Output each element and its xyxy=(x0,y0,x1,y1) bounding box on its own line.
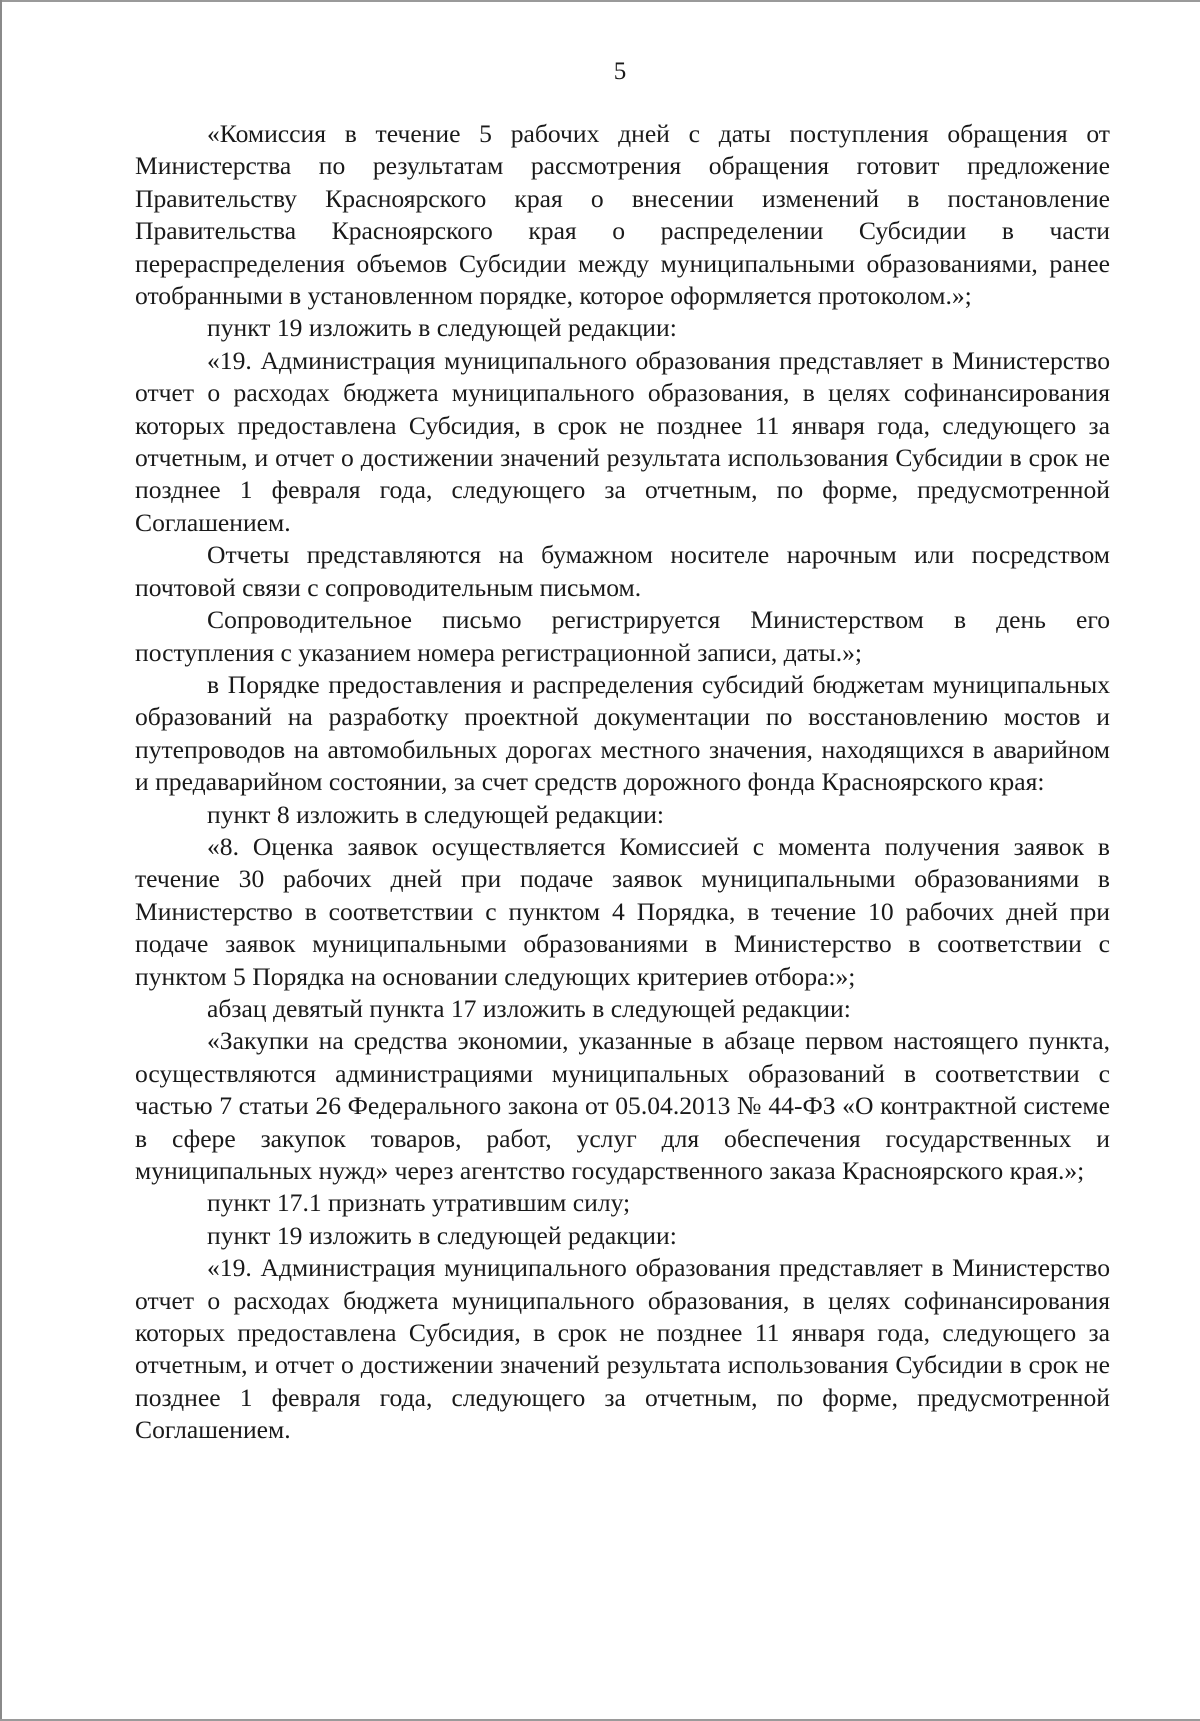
paragraph-point-19-report-2: «19. Администрация муниципального образования представляет в Министерство отчет о расходах бюджета муниципального образования, в целях софинансирования которых предоставлена Субсидия, в срок не позднее 11 января года, следующего за отчетным, и отчет о достижении значений результата использования Субсидии в срок не позднее 1 февраля года, следующего за отчетным, по форме, предусмотренной Соглашением. xyxy=(135,1253,1110,1445)
scan-edge-left xyxy=(0,0,2,1721)
paragraph-commission-proposal: «Комиссия в течение 5 рабочих дней с даты поступления обращения от Министерства по результатам рассмотрения обращения готовит предложение Правительству Красноярского края о внесении изменений в постановление Правительства Красноярского края о распределении Субсидии в части перераспределения объемов Субсидии между муниципальными образованиями, ранее отобранными в установленном порядке, которое оформляется протоколом.»; xyxy=(135,119,1110,311)
paragraph-point-17-1-void: пункт 17.1 признать утратившим силу; xyxy=(207,1188,631,1218)
document-body xyxy=(135,118,1110,1447)
paragraph-point-8-evaluation: «8. Оценка заявок осуществляется Комиссией с момента получения заявок в течение 30 рабочих дней при подаче заявок муниципальными образованиями в Министерство в соответствии с пунктом 4 Порядка, в течение 10 рабочих дней при подаче заявок муниципальными образованиями в Министерство в соответствии с пунктом 5 Порядка на основании следующих критериев отбора:»; xyxy=(135,831,1110,991)
paragraph-point-19-intro-2: пункт 19 изложить в следующей редакции: xyxy=(207,1220,677,1250)
page-number: 5 xyxy=(613,58,627,85)
scan-edge-top xyxy=(0,0,1200,2)
paragraph-cover-letter: Сопроводительное письмо регистрируется Министерством в день его поступления с указанием номера регистрационной записи, даты.»; xyxy=(135,605,1110,667)
paragraph-point-19-intro: пункт 19 изложить в следующей редакции: xyxy=(207,313,677,343)
paragraph-point-8-intro: пункт 8 изложить в следующей редакции: xyxy=(207,799,665,829)
paragraph-point-17-procurement: «Закупки на средства экономии, указанные в абзаце первом настоящего пункта, осуществляются администрациями муниципальных образований в соответствии с частью 7 статьи 26 Федерального закона от 05.04.2013 № 44-ФЗ «О контрактной системе в сфере закупок товаров, работ, услуг для обеспечения государственных и муниципальных нужд» через агентство государственного заказа Красноярского края.»; xyxy=(135,1026,1110,1185)
paragraph-point-17-intro: абзац девятый пункта 17 изложить в следующей редакции: xyxy=(207,993,851,1023)
paragraph-reports-delivery: Отчеты представляются на бумажном носителе нарочным или посредством почтовой связи с сопроводительным письмом. xyxy=(135,540,1110,602)
paragraph-bridges-procedure: в Порядке предоставления и распределения субсидий бюджетам муниципальных образований на разработку проектной документации по восстановлению мостов и путепроводов на автомобильных дорогах местного значения, находящихся в аварийном и предаварийном состоянии, за счет средств дорожного фонда Красноярского края: xyxy=(135,669,1110,797)
paragraph-point-19-report: «19. Администрация муниципального образования представляет в Министерство отчет о расходах бюджета муниципального образования, в целях софинансирования которых предоставлена Субсидия, в срок не позднее 11 января года, следующего за отчетным, и отчет о достижении значений результата использования Субсидии в срок не позднее 1 февраля года, следующего за отчетным, по форме, предусмотренной Соглашением. xyxy=(135,345,1110,537)
